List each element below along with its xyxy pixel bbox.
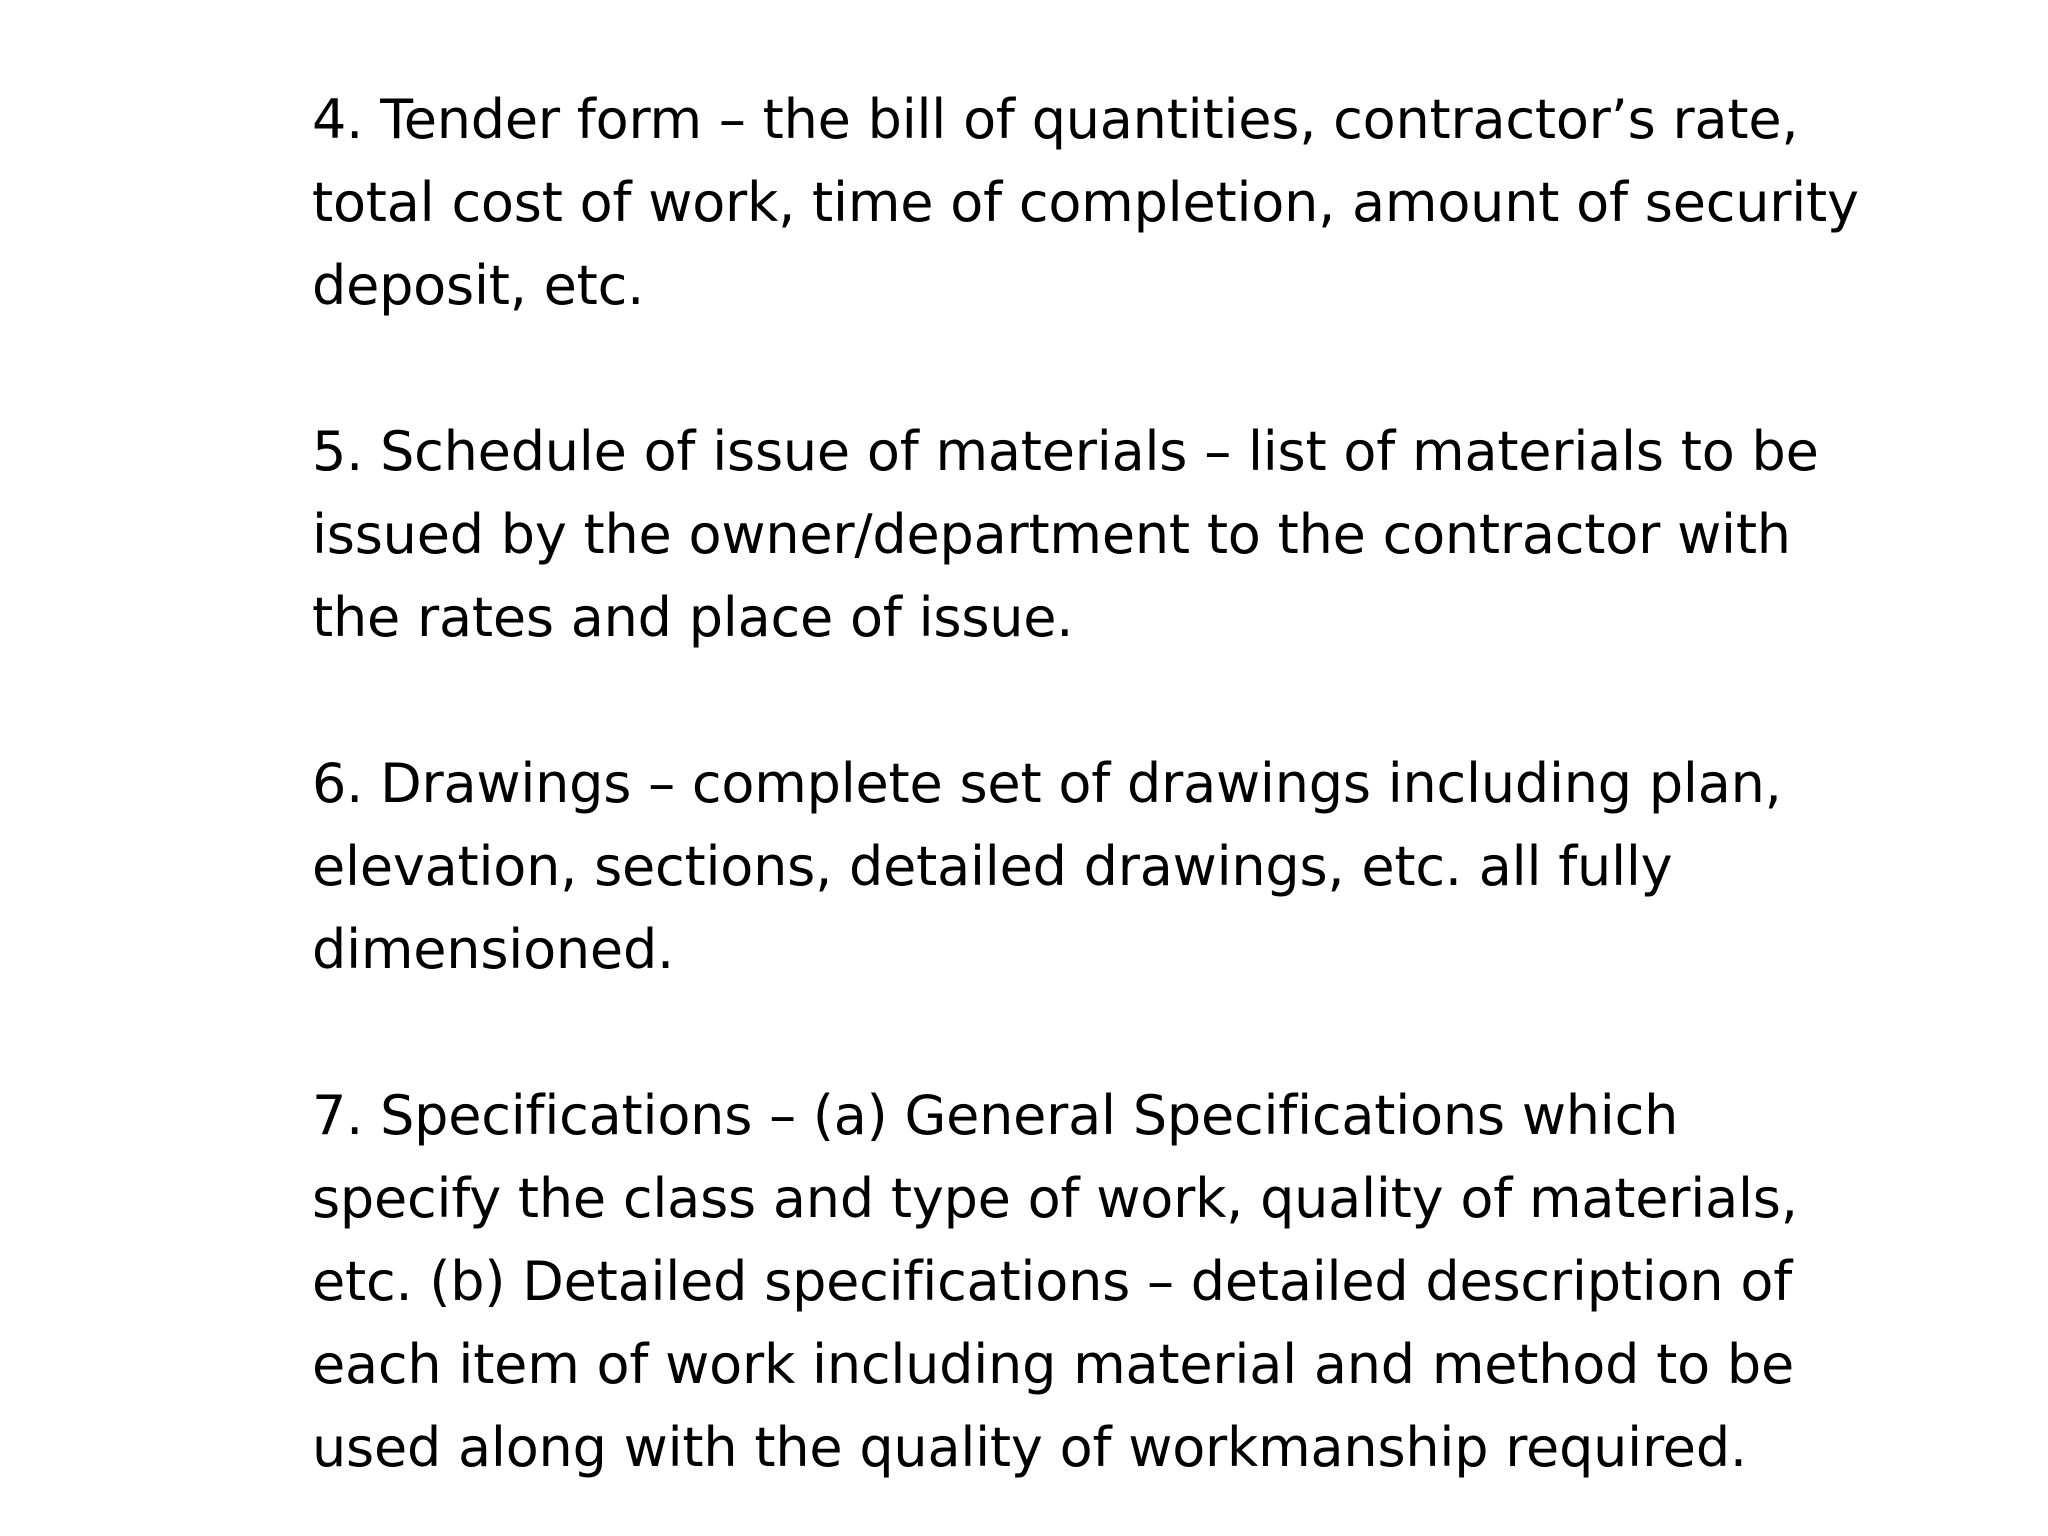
text-line: dimensioned. (312, 918, 674, 981)
text-line: total cost of work, time of completion, amount of security (312, 171, 1859, 234)
list-item-schedule-of-materials (312, 410, 2012, 659)
text-line: used along with the quality of workmanship required. (312, 1416, 1747, 1479)
text-line: deposit, etc. (312, 254, 645, 317)
text-line: etc. (b) Detailed specifications – detailed description of (312, 1250, 1793, 1313)
text-line: the rates and place of issue. (312, 586, 1074, 649)
list-item-drawings (312, 742, 2012, 991)
text-line: 6. Drawings – complete set of drawings including plan, (312, 752, 1782, 815)
text-line: issued by the owner/department to the contractor with (312, 503, 1791, 566)
document-body (312, 78, 2012, 1489)
text-line: each item of work including material and method to be (312, 1333, 1794, 1396)
text-line: elevation, sections, detailed drawings, etc. all fully (312, 835, 1673, 898)
text-line: 4. Tender form – the bill of quantities, contractor’s rate, (312, 88, 1799, 151)
text-line: specify the class and type of work, quality of materials, (312, 1167, 1798, 1230)
list-item-specifications (312, 1074, 2012, 1489)
text-line: 5. Schedule of issue of materials – list of materials to be (312, 420, 1819, 483)
text-line: 7. Specifications – (a) General Specifications which (312, 1084, 1679, 1147)
list-item-tender-form (312, 78, 2012, 327)
